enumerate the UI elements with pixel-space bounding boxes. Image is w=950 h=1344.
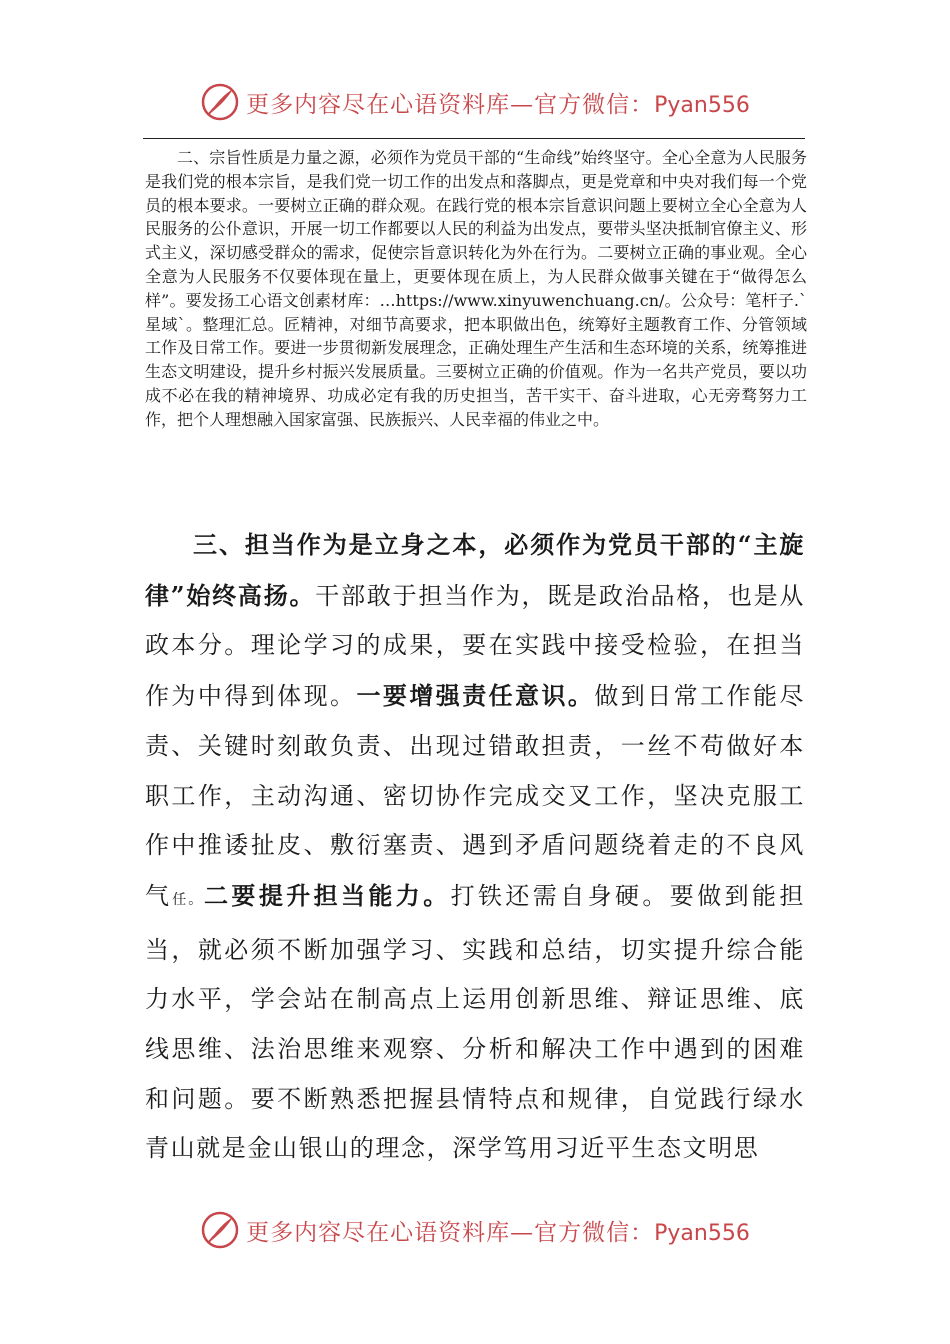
section-3-heading: 三、担当作为是立身之本，必须作为党员干部的“主旋律”始终高扬。	[145, 530, 805, 610]
section-3-text-3: 打铁还需自身硬。要做到能担当，就必须不断加强学习、实践和总结，切实提升综合能力水平，学会站在制高点上运用创新思维、辩证思维、底线思维、法治思维来观察、分析和解决工作中遇到的困难和问题。要不断熟悉把握县情特点和规律，自觉践行绿水青山就是金山银山的理念，深学笃用习近平生态文明思	[145, 881, 805, 1163]
footer-watermark	[0, 1208, 950, 1252]
section-2-paragraph	[145, 146, 807, 432]
header-watermark-text: 更多内容尽在心语资料库—官方微信：Pyan556	[246, 91, 750, 118]
inline-small-note: 任。	[172, 891, 205, 908]
footer-watermark-text: 更多内容尽在心语资料库—官方微信：Pyan556	[246, 1219, 750, 1246]
section-3-paragraph	[145, 520, 805, 1174]
point-1-heading: 一要增强责任意识。	[356, 681, 595, 711]
footer-watermark-id: Pyan556	[654, 1220, 750, 1246]
section-3-text-1: 干部敢于担当作为，既是政治品格，也是从政本分。理论学习的成果，要在实践中接受检验，在担当作为中得到体现。	[145, 581, 805, 711]
section-3-text-2: 做到日常工作能尽责、关键时刻敢负责、出现过错敢担责，一丝不苟做好本职工作，主动沟通、密切协作完成交叉工作，坚决克服工作中推诿扯皮、敷衍塞责、遇到矛盾问题绕着走的不良风气	[145, 682, 805, 910]
section-2-text: 二、宗旨性质是力量之源，必须作为党员干部的“生命线”始终坚守。全心全意为人民服务是我们党的根本宗旨，是我们党一切工作的出发点和落脚点，更是党章和中央对我们每一个党员的根本要求。一要树立正确的群众观。在践行党的根本宗旨意识问题上要树立全心全意为人民服务的公仆意识，开展一切工作都要以人民的利益为出发点，要带头坚决抵制官僚主义、形式主义，深切感受群众的需求，促使宗旨意识转化为外在行为。二要树立正确的事业观。全心全意为人民服务不仅要体现在量上，更要体现在质上，为人民群众做事关键在于“做得怎么样”。要发扬工心语文创素材库：…https://www.xinyuwenchuang.cn/。公众号：笔杆子.`星域`。整理汇总。匠精神，对细节高要求，把本职做出色，统筹好主题教育工作、分管领域工作及日常工作。要进一步贯彻新发展理念，正确处理生产生活和生态环境的关系，统筹推进生态文明建设，提升乡村振兴发展质量。三要树立正确的价值观。作为一名共产党员，要以功成不必在我的精神境界、功成必定有我的历史担当，苦干实干、奋斗进取，心无旁骛努力工作，把个人理想融入国家富强、民族振兴、人民幸福的伟业之中。	[145, 148, 807, 429]
header-watermark-id: Pyan556	[654, 92, 750, 118]
header-rule	[143, 138, 805, 139]
point-2-heading: 二要提升担当能力。	[204, 880, 451, 910]
header-watermark	[0, 80, 950, 124]
quill-logo-icon	[200, 82, 240, 122]
quill-logo-icon	[200, 1210, 240, 1250]
